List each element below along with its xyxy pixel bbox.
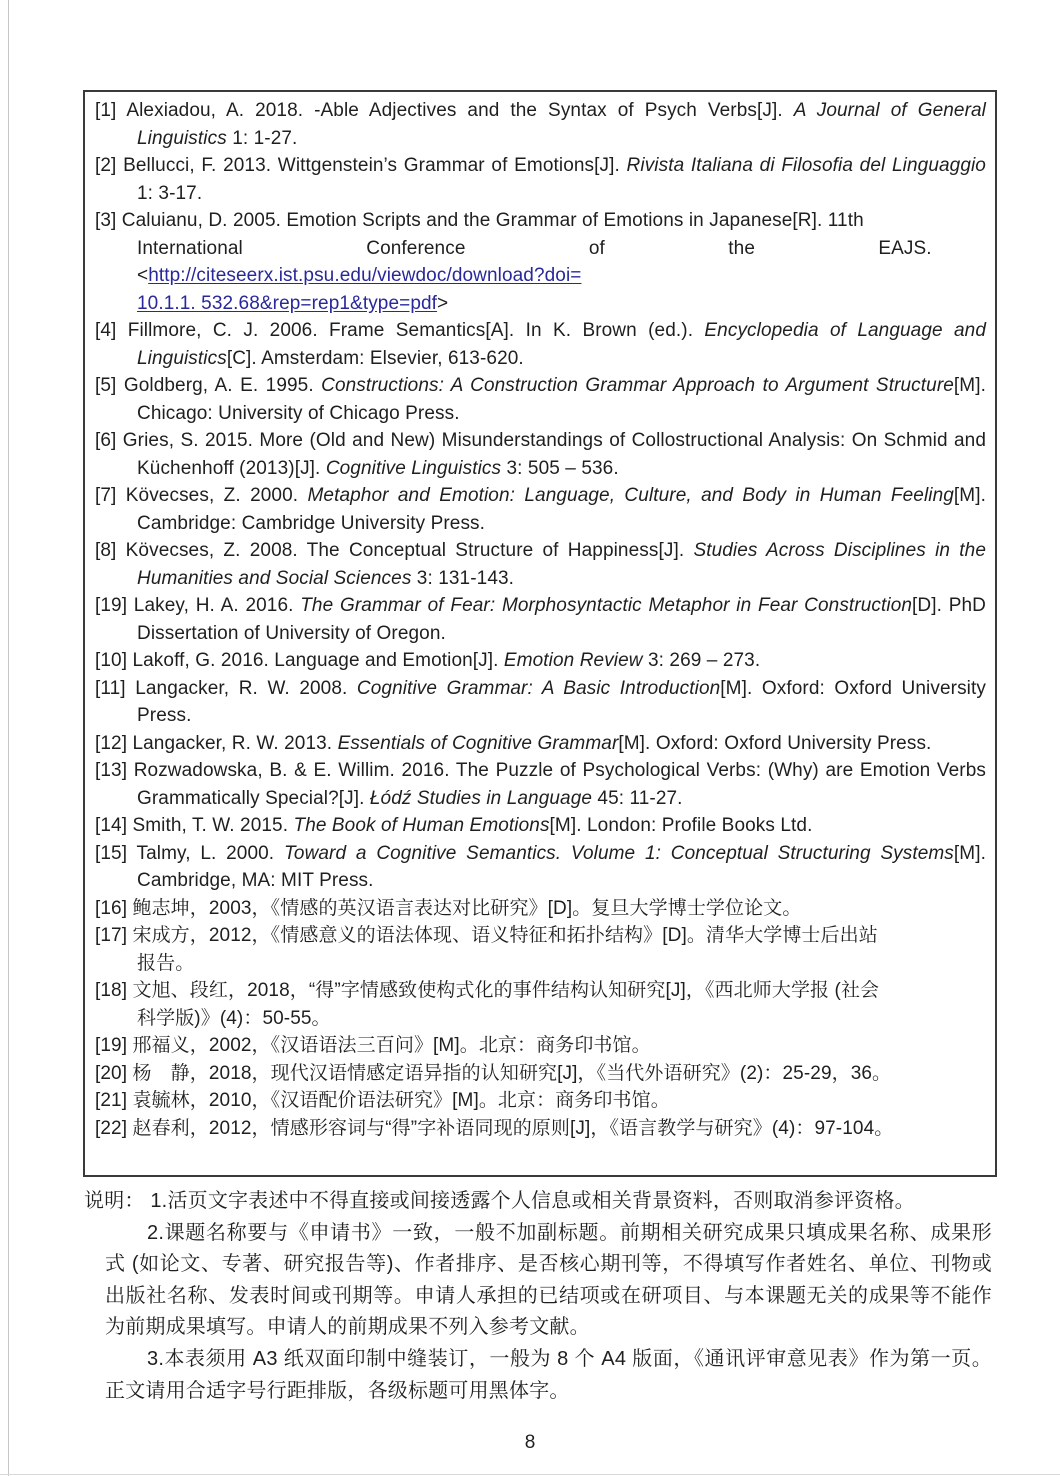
reference-text: [10] Lakoff, G. 2016. Language and Emotion[J]. [95, 650, 504, 671]
reference-text: [8] Kövecses, Z. 2008. The Conceptual Structure of Happiness[J]. [95, 540, 694, 561]
reference-text: 科学版)》(4)：50-55。 [137, 1007, 331, 1029]
reference-item [95, 977, 986, 1032]
reference-item [95, 372, 986, 427]
reference-text: The Book of Human Emotions [293, 815, 550, 836]
reference-text: [6] Gries, S. 2015. More (Old and New) Misunderstandings of Collostructional Analysis: On Schmid and Küchenhoff (2013)[J]. [95, 430, 986, 479]
scan-bottom-line [0, 1474, 1060, 1475]
note-item [105, 1218, 992, 1344]
reference-text: [D]. PhD Dissertation of University of Oregon. [137, 595, 986, 644]
reference-text: [20] 杨 静，2018，现代汉语情感定语异指的认知研究[J]，《当代外语研究》(2)：25-29，36。 [95, 1062, 892, 1084]
reference-item [95, 537, 986, 592]
reference-box [83, 90, 997, 1177]
note-text: 2.课题名称要与《申请书》一致，一般不加副标题。前期相关研究成果只填成果名称、成果形式 (如论文、专著、研究报告等)、作者排序、是否核心期刊等，不得填写作者姓名、单位、刊物或出版社名称、发表时间或刊期等。申请人承担的已结项或在研项目、与本课题无关的成果等不能作为前期成果填写。申请人的前期成果不列入参考文献。 [105, 1221, 992, 1339]
reference-item [95, 1060, 986, 1088]
reference-item [95, 427, 986, 482]
reference-item [95, 482, 986, 537]
reference-text: [13] Rozwadowska, B. & E. Willim. 2016. The Puzzle of Psychological Verbs: (Why) are Emotion Verbs Grammatically Special?[J]. [95, 760, 986, 809]
note-item [105, 1344, 992, 1407]
reference-text: Toward a Cognitive Semantics. Volume 1: Conceptual Structuring Systems [283, 842, 954, 864]
reference-text: Studies Across Disciplines in the Humanities and Social Sciences [137, 540, 986, 589]
note-text: 3.本表须用 A3 纸双面印制中缝装订，一般为 8 个 A4 版面，《通讯评审意见表》作为第一页。正文请用合适字号行距排版，各级标题可用黑体字。 [105, 1347, 992, 1402]
reference-item [95, 1032, 986, 1060]
scan-edge-line [8, 0, 9, 1476]
reference-text: [12] Langacker, R. W. 2013. [95, 732, 338, 754]
reference-text: The Grammar of Fear: Morphosyntactic Metaphor in Fear Construction [300, 595, 913, 616]
reference-item [95, 97, 986, 152]
reference-text: < [137, 265, 149, 286]
reference-text: [14] Smith, T. W. 2015. [95, 815, 294, 836]
reference-url-link[interactable]: http://citeseerx.ist.psu.edu/viewdoc/download?doi= [148, 265, 582, 286]
reference-text: [C]. Amsterdam: Elsevier, 613-620. [226, 347, 524, 369]
reference-url-link[interactable]: 10.1.1. 532.68&rep=rep1&type=pdf [137, 292, 438, 314]
reference-item [95, 207, 986, 317]
reference-text: [4] Fillmore, C. J. 2006. Frame Semantics[A]. In K. Brown (ed.). [95, 320, 705, 341]
reference-text: [17] 宋成方，2012，《情感意义的语法体现、语义特征和拓扑结构》[D]。清华大学博士后出站 [95, 925, 878, 946]
reference-text: 1: 3-17. [137, 182, 203, 204]
reference-text: A Journal of General Linguistics [137, 100, 986, 149]
reference-text: Constructions: A Construction Grammar Approach to Argument Structure [321, 375, 954, 396]
reference-text: [22] 赵春利，2012，情感形容词与“得”字补语同现的原则[J]，《语言教学与研究》(4)：97-104。 [95, 1117, 894, 1139]
reference-item [95, 840, 986, 895]
reference-text: [1] Alexiadou, A. 2018. -Able Adjectives and the Syntax of Psych Verbs[J]. [95, 100, 794, 121]
reference-item [95, 317, 986, 372]
reference-text: [M]. Oxford: Oxford University Press. [618, 732, 932, 754]
reference-item [95, 592, 986, 647]
reference-text: [5] Goldberg, A. E. 1995. [95, 375, 322, 396]
notes-section [84, 1186, 992, 1407]
reference-text: [2] Bellucci, F. 2013. Wittgenstein’s Grammar of Emotions[J]. [95, 155, 627, 176]
reference-text: 3: 269 – 273. [642, 650, 761, 671]
page-number: 8 [524, 1432, 536, 1453]
reference-text: Encyclopedia of Language and Linguistics [137, 320, 986, 369]
reference-item [95, 1115, 986, 1143]
reference-text: 3: 505 – 536. [501, 457, 619, 479]
reference-item [95, 757, 986, 812]
reference-text: Essentials of Cognitive Grammar [337, 732, 619, 754]
reference-text: Łódź Studies in Language [369, 787, 593, 809]
note-text: 1.活页文字表述中不得直接或间接透露个人信息或相关背景资料，否则取消参评资格。 [150, 1190, 915, 1212]
reference-item [95, 675, 986, 730]
reference-text: 45: 11-27. [592, 787, 683, 809]
reference-text: [15] Talmy, L. 2000. [95, 842, 284, 864]
reference-item [95, 922, 986, 977]
notes-label: 说明： [84, 1190, 151, 1212]
reference-item [95, 1087, 986, 1115]
reference-text: [18] 文旭、段红，2018，“得”字情感致使构式化的事件结构认知研究[J]，《西北师大学报 (社会 [95, 980, 880, 1001]
reference-text: Cognitive Linguistics [325, 457, 502, 479]
reference-text: Emotion Review [503, 650, 643, 671]
reference-item [95, 647, 986, 675]
reference-text: [M]. Chicago: University of Chicago Press. [137, 375, 986, 424]
reference-text: [11] Langacker, R. W. 2008. [95, 677, 357, 699]
reference-text: [7] Kövecses, Z. 2000. [95, 485, 308, 506]
reference-item [95, 730, 986, 758]
reference-text: Cognitive Grammar: A Basic Introduction [356, 677, 721, 699]
reference-text: [21] 袁毓林，2010，《汉语配价语法研究》[M]。北京：商务印书馆。 [95, 1090, 670, 1111]
reference-text: [M]. London: Profile Books Ltd. [549, 815, 813, 836]
reference-text: International Conference of the EAJS. [137, 237, 932, 259]
reference-text: Metaphor and Emotion: Language, Culture, and Body in Human Feeling [307, 485, 954, 506]
reference-text: > [437, 292, 449, 314]
reference-text: [19] Lakey, H. A. 2016. [95, 595, 301, 616]
reference-text: 3: 131-143. [411, 567, 515, 589]
reference-list [95, 97, 986, 1142]
reference-text: 1: 1-27. [226, 127, 298, 149]
reference-item [95, 152, 986, 207]
reference-text: [M]. Cambridge: Cambridge University Press. [137, 485, 986, 534]
reference-text: [M]. Oxford: Oxford University Press. [137, 677, 986, 726]
reference-item [95, 895, 986, 923]
reference-text: 报告。 [137, 952, 195, 974]
reference-item [95, 812, 986, 840]
reference-text: [19] 邢福义，2002，《汉语语法三百问》[M]。北京：商务印书馆。 [95, 1035, 651, 1056]
reference-text: Rivista Italiana di Filosofia del Linguaggio [626, 155, 986, 176]
reference-text: [M]. Cambridge, MA: MIT Press. [137, 842, 986, 891]
note-item [84, 1186, 992, 1218]
reference-text: [3] Caluianu, D. 2005. Emotion Scripts and the Grammar of Emotions in Japanese[R]. 11th [95, 210, 864, 231]
reference-text: [16] 鲍志坤，2003，《情感的英汉语言表达对比研究》[D]。复旦大学博士学位论文。 [95, 897, 802, 919]
